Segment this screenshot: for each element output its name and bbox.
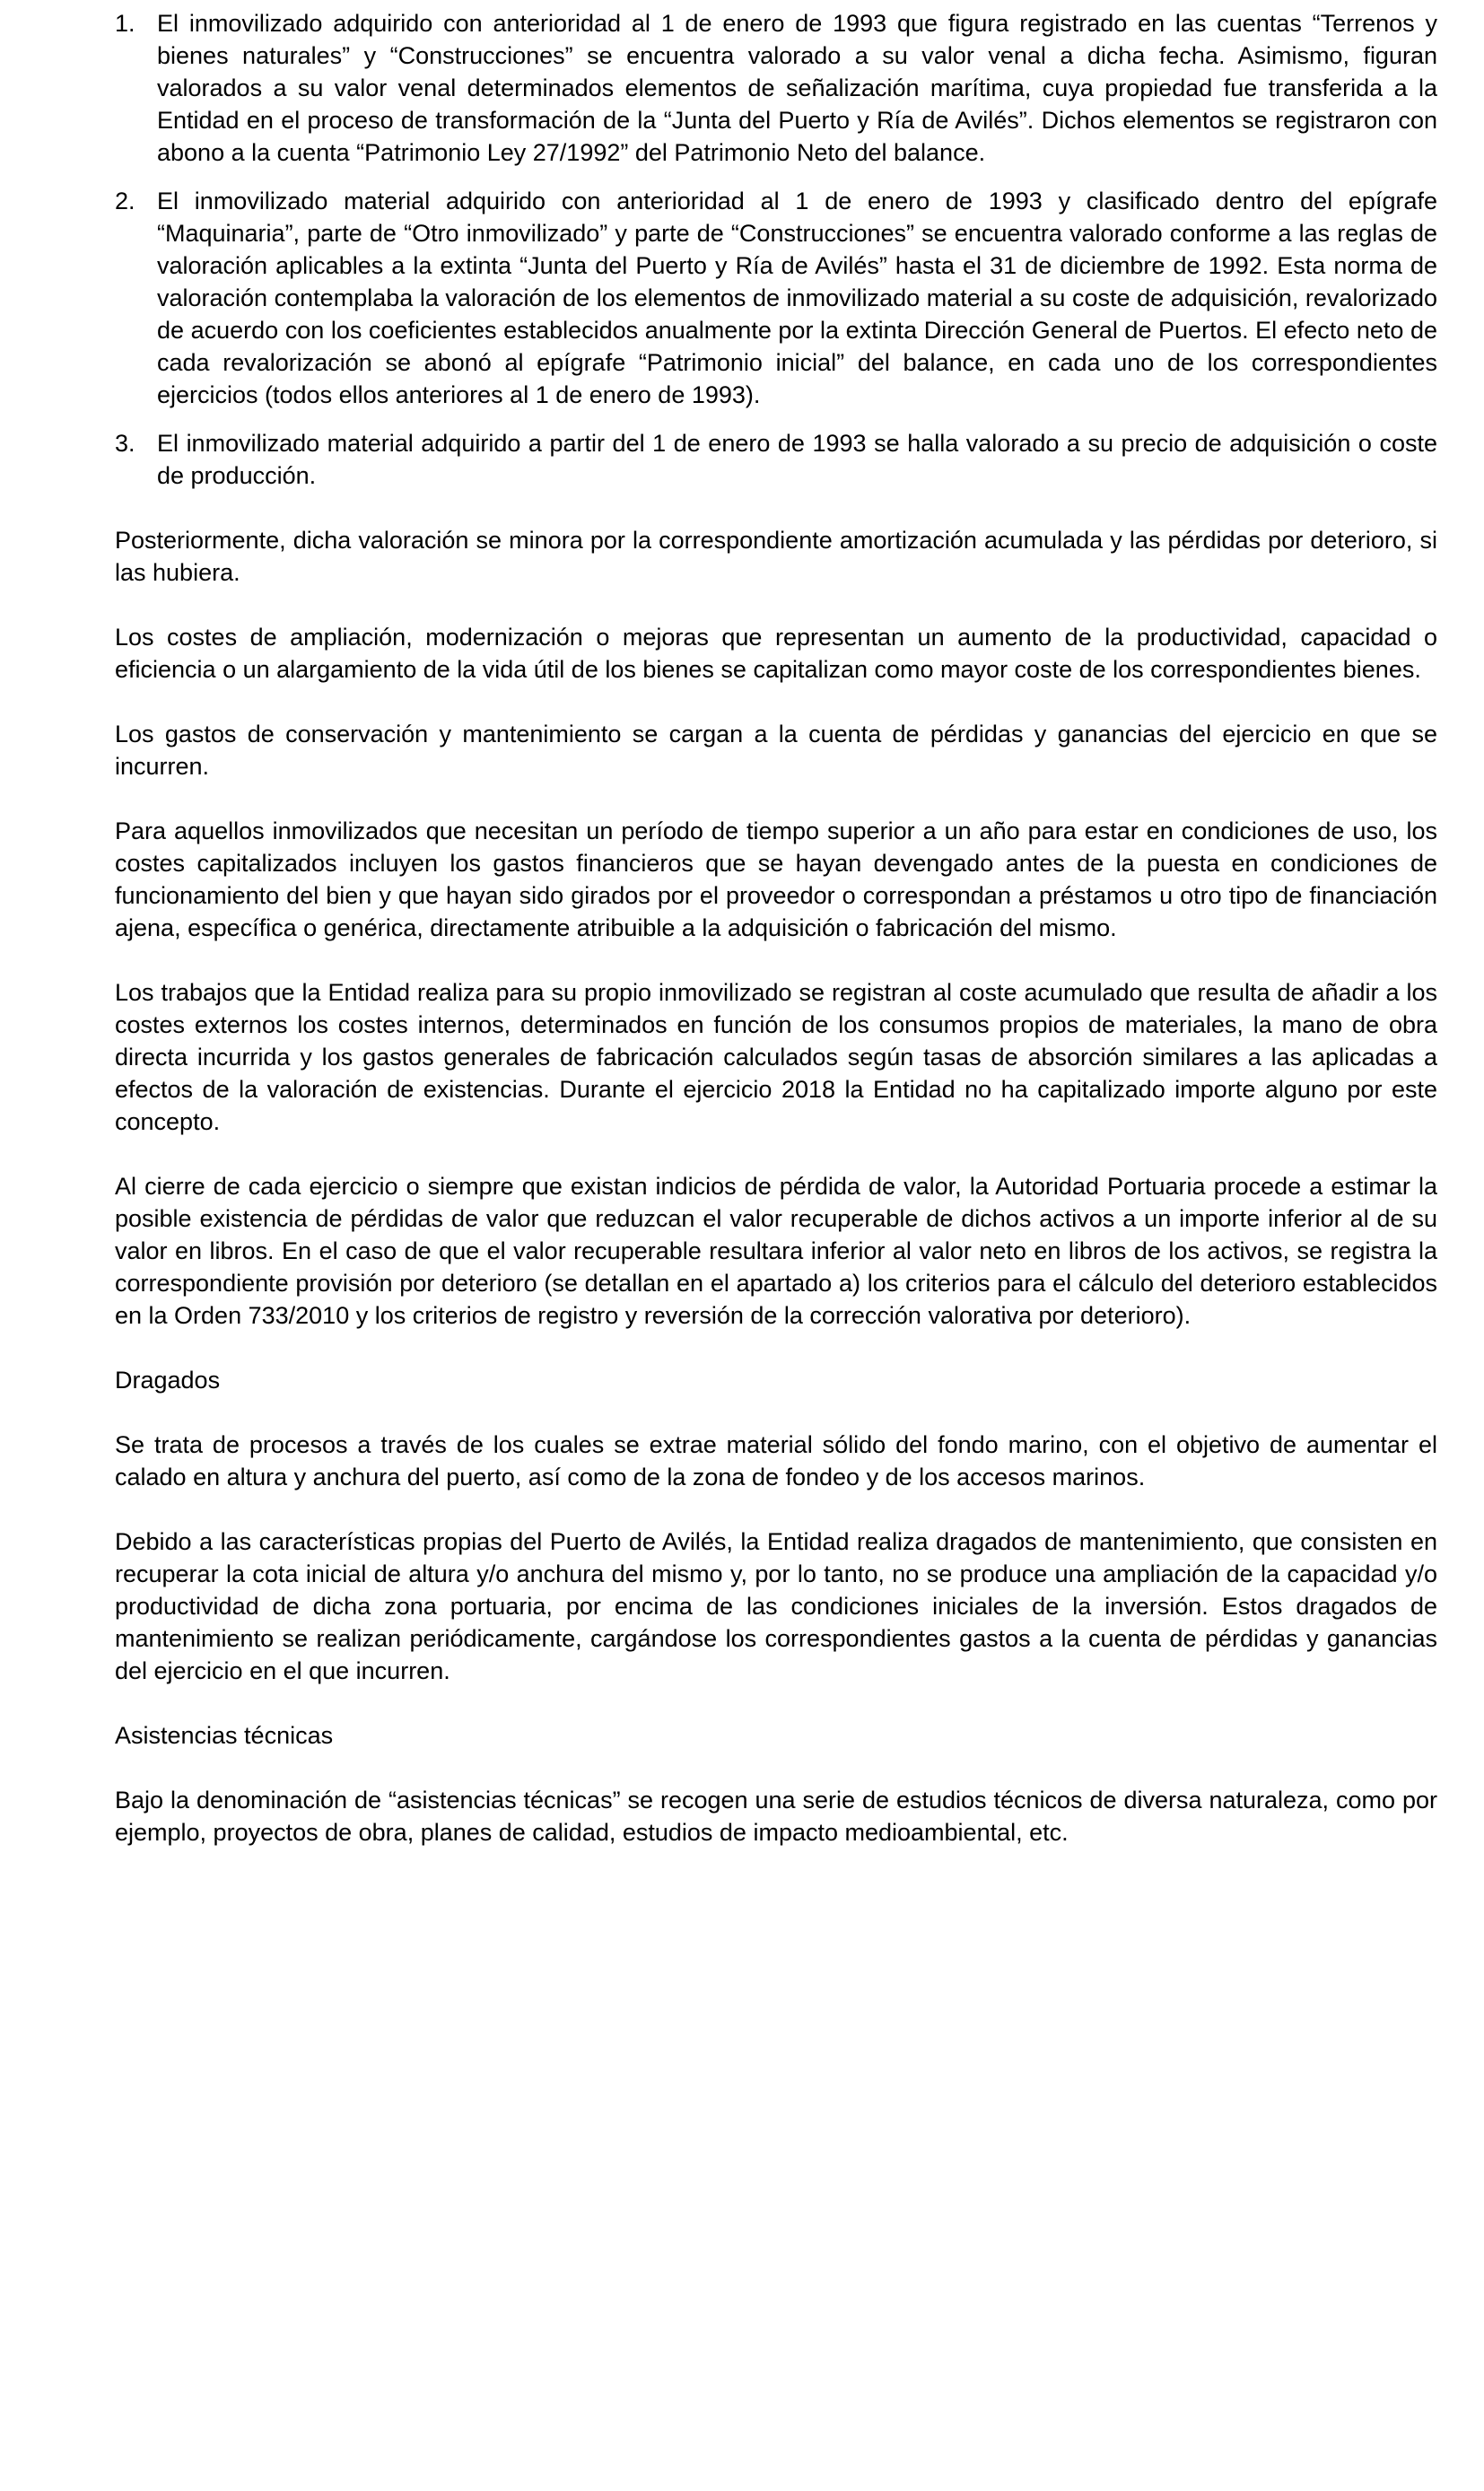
list-number: 2.: [115, 188, 135, 214]
section-heading-asistencias: Asistencias técnicas: [115, 1722, 334, 1749]
paragraph-dredging-maintenance: Debido a las características propias del Puerto de Avilés, la Entidad realiza dragados de mantenimiento, que consisten en recuperar la cota inicial de altura y/o anchura del mismo y, por lo tanto, no se produce una ampliación de la capacidad y/o productividad de dicha zona portuaria, por encima de las condiciones iniciales de la inversión. Estos dragados de mantenimiento se realizan periódicamente, cargándose los correspondientes gastos a la cuenta de pérdidas y ganancias del ejercicio en el que incurren.: [115, 1528, 1437, 1684]
document-page: [115, 7, 1437, 1881]
paragraph-financial-costs: Para aquellos inmovilizados que necesitan un período de tiempo superior a un año para estar en condiciones de uso, los costes capitalizados incluyen los gastos financieros que se hayan devengado antes de la puesta en condiciones de funcionamiento del bien y que hayan sido girados por el proveedor o correspondan a préstamos u otro tipo de financiación ajena, específica o genérica, directamente atribuible a la adquisición o fabricación del mismo.: [115, 817, 1437, 941]
list-text: El inmovilizado adquirido con anterioridad al 1 de enero de 1993 que figura registrado en las cuentas “Terrenos y bienes naturales” y “Construcciones” se encuentra valorado a su valor venal a dicha fecha. Asimismo, figuran valorados a su valor venal determinados elementos de señalización marítima, cuya propiedad fue transferida a la Entidad en el proceso de transformación de la “Junta del Puerto y Ría de Avilés”. Dichos elementos se registraron con abono a la cuenta “Patrimonio Ley 27/1992” del Patrimonio Neto del balance.: [157, 10, 1437, 166]
paragraph-improvement-costs: Los costes de ampliación, modernización o mejoras que representan un aumento de la productividad, capacidad o eficiencia o un alargamiento de la vida útil de los bienes se capitalizan como mayor coste de los correspondientes bienes.: [115, 624, 1437, 683]
list-item: [115, 427, 1437, 492]
paragraph-technical-assistance: Bajo la denominación de “asistencias técnicas” se recogen una serie de estudios técnicos de diversa naturaleza, como por ejemplo, proyectos de obra, planes de calidad, estudios de impacto medioambiental, etc.: [115, 1787, 1437, 1846]
paragraph-maintenance-costs: Los gastos de conservación y mantenimiento se cargan a la cuenta de pérdidas y ganancias del ejercicio en que se incurren.: [115, 721, 1437, 780]
valuation-list: [115, 7, 1437, 492]
paragraph-impairment: Al cierre de cada ejercicio o siempre que existan indicios de pérdida de valor, la Autoridad Portuaria procede a estimar la posible existencia de pérdidas de valor que reduzcan el valor recuperable de dichos activos a un importe inferior al de su valor en libros. En el caso de que el valor recuperable resultara inferior al valor neto en libros de los activos, se registra la correspondiente provisión por deterioro (se detallan en el apartado a) los criterios para el cálculo del deterioro establecidos en la Orden 733/2010 y los criterios de registro y reversión de la corrección valorativa por deterioro).: [115, 1173, 1437, 1329]
paragraph-amortization: Posteriormente, dicha valoración se minora por la correspondiente amortización acumulada y las pérdidas por deterioro, si las hubiera.: [115, 527, 1437, 586]
list-text: El inmovilizado material adquirido a partir del 1 de enero de 1993 se halla valorado a su precio de adquisición o coste de producción.: [157, 430, 1437, 489]
list-number: 1.: [115, 10, 135, 37]
list-text: El inmovilizado material adquirido con anterioridad al 1 de enero de 1993 y clasificado dentro del epígrafe “Maquinaria”, parte de “Otro inmovilizado” y parte de “Construcciones” se encuentra valorado conforme a las reglas de valoración aplicables a la extinta “Junta del Puerto y Ría de Avilés” hasta el 31 de diciembre de 1992. Esta norma de valoración contemplaba la valoración de los elementos de inmovilizado material a su coste de adquisición, revalorizado de acuerdo con los coeficientes establecidos anualmente por la extinta Dirección General de Puertos. El efecto neto de cada revalorización se abonó al epígrafe “Patrimonio inicial” del balance, en cada uno de los correspondientes ejercicios (todos ellos anteriores al 1 de enero de 1993).: [157, 188, 1437, 408]
paragraph-own-work: Los trabajos que la Entidad realiza para su propio inmovilizado se registran al coste acumulado que resulta de añadir a los costes externos los costes internos, determinados en función de los consumos propios de materiales, la mano de obra directa incurrida y los gastos generales de fabricación calculados según tasas de absorción similares a las aplicadas a efectos de la valoración de existencias. Durante el ejercicio 2018 la Entidad no ha capitalizado importe alguno por este concepto.: [115, 979, 1437, 1135]
list-number: 3.: [115, 430, 135, 457]
section-heading-dragados: Dragados: [115, 1367, 221, 1394]
list-item: [115, 185, 1437, 411]
list-item: [115, 7, 1437, 169]
paragraph-dredging-definition: Se trata de procesos a través de los cuales se extrae material sólido del fondo marino, con el objetivo de aumentar el calado en altura y anchura del puerto, así como de la zona de fondeo y de los accesos marinos.: [115, 1431, 1437, 1490]
